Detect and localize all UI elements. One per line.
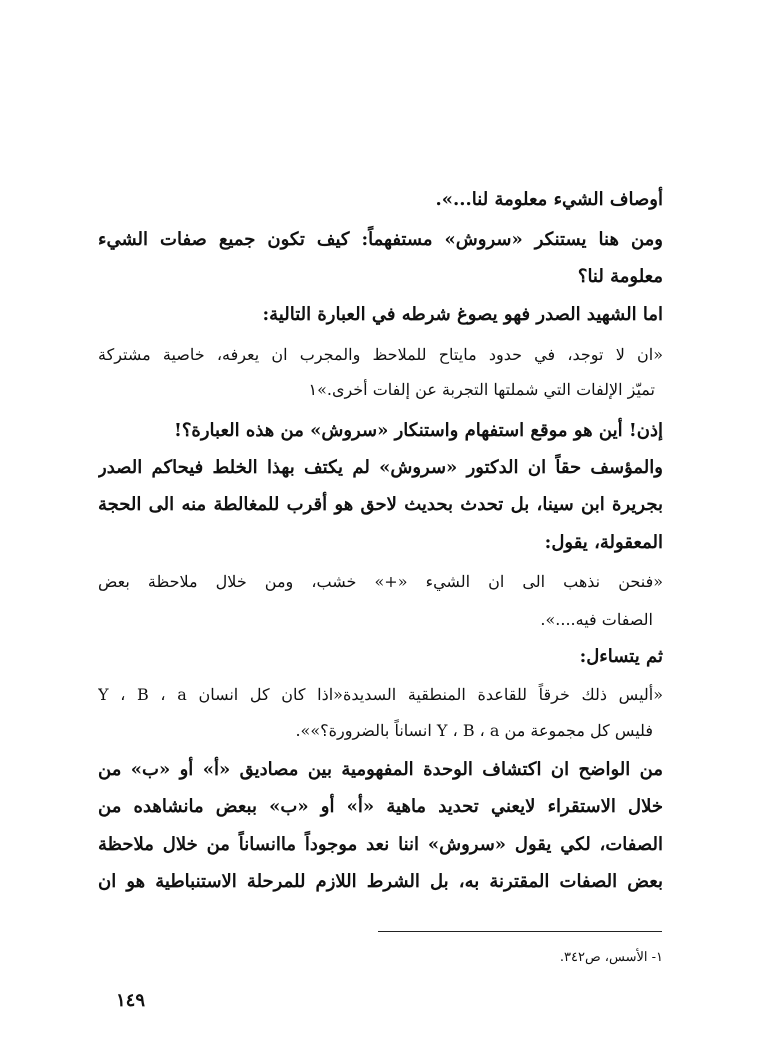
quote-line-2: تميّز الإلفات التي شملتها التجربة عن إلفات أخرى.»١ — [308, 380, 655, 399]
text-line-12: الصفات، لكي يقول «سروش» اننا نعد موجوداً ماانساناً من خلال ملاحظة — [98, 834, 663, 855]
quote-line-6: فليس كل مجموعة من Y ، B ، a انساناً بالضرورة؟»». — [295, 721, 653, 740]
text-line-1: أوصاف الشيء معلومة لنا...». — [435, 189, 663, 210]
text-line-2: ومن هنا يستنكر «سروش» مستفهماً: كيف تكون جميع صفات الشيء — [98, 229, 663, 250]
text-line-7: بجريرة ابن سينا، بل تحدث بحديث لاحق هو أقرب للمغالطة منه الى الحجة — [98, 494, 663, 515]
quote-line-3: «فنحن نذهب الى ان الشيء «+» خشب، ومن خلال ملاحظة بعض — [98, 572, 663, 591]
text-line-4: اما الشهيد الصدر فهو يصوغ شرطه في العبارة التالية: — [262, 304, 663, 325]
page-number: ١٤٩ — [115, 990, 145, 1011]
quote-line-1: «ان لا توجد، في حدود مايتاح للملاحظ والمجرب ان يعرفه، خاصية مشتركة — [98, 345, 663, 364]
footnote: ١- الأسس، ص٣٤٢. — [559, 950, 663, 965]
text-line-5: إذن! أين هو موقع استفهام واستنكار «سروش» من هذه العبارة؟! — [173, 420, 663, 441]
text-line-13: بعض الصفات المقترنة به، بل الشرط اللازم للمرحلة الاستنباطية هو ان — [98, 871, 663, 892]
text-line-3: معلومة لنا؟ — [577, 266, 663, 287]
text-line-6: والمؤسف حقاً ان الدكتور «سروش» لم يكتف بهذا الخلط فيحاكم الصدر — [98, 457, 663, 478]
text-line-11: خلال الاستقراء لايعني تحديد ماهية «أ» أو «ب» ببعض مانشاهده من — [98, 796, 663, 817]
text-line-9: ثم يتساءل: — [579, 646, 663, 667]
quote-line-5: «أليس ذلك خرقاً للقاعدة المنطقية السديدة«اذا كان كل انسان Y ، B ، a — [98, 685, 663, 704]
footnote-divider — [378, 931, 662, 932]
text-line-8: المعقولة، يقول: — [544, 532, 663, 553]
text-line-10: من الواضح ان اكتشاف الوحدة المفهومية بين مصاديق «أ» أو «ب» من — [98, 759, 663, 780]
quote-line-4: الصفات فيه....». — [540, 610, 653, 629]
